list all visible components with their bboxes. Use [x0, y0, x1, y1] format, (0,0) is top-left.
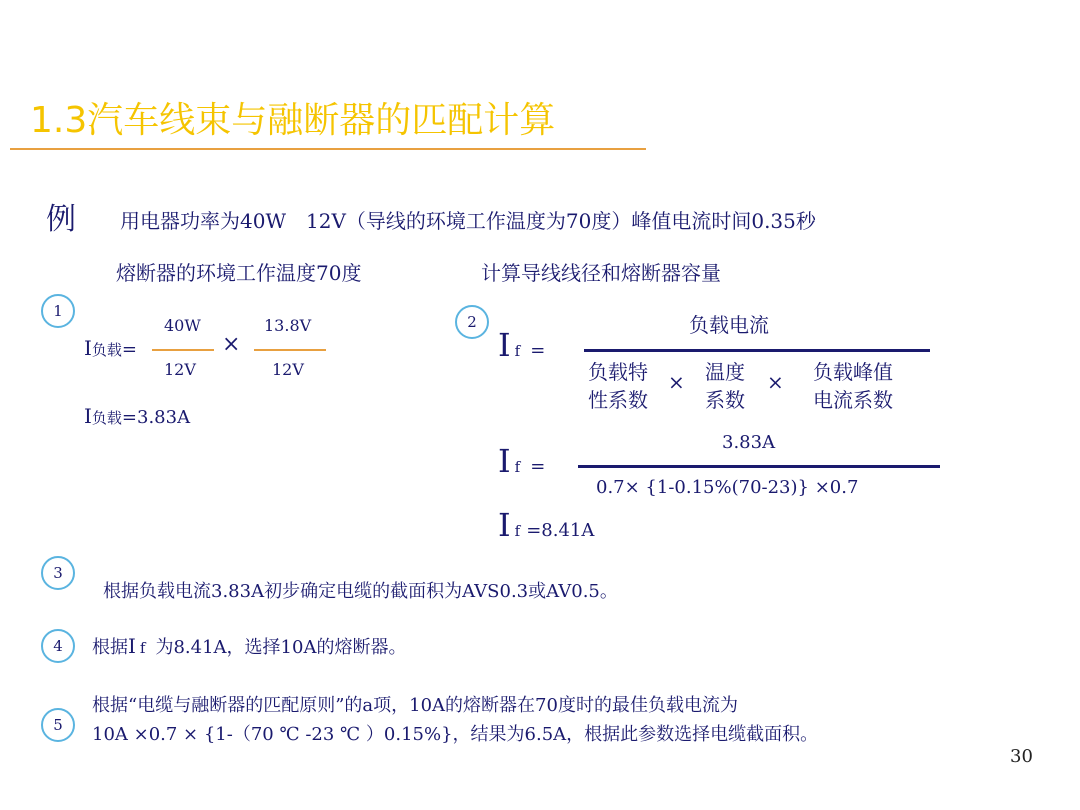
example-label: 例 — [46, 202, 76, 237]
i-subscript: f — [514, 522, 521, 540]
step-1-times: × — [222, 332, 241, 357]
step-3-text: 根据负载电流3.83A初步确定电缆的截面积为AVS0.3或AV0.5。 — [103, 581, 618, 602]
step-1-frac2-numerator: 13.8V — [264, 316, 312, 335]
step-4-text — [92, 633, 406, 659]
step-2-denominator-term-3 — [813, 358, 893, 414]
step-1-frac2-denominator: 12V — [272, 360, 304, 379]
i-symbol: I — [498, 506, 511, 544]
step-1-badge: 1 — [41, 294, 75, 328]
i-symbol: I — [84, 336, 92, 360]
i-symbol: I — [84, 404, 92, 428]
step-4-prefix: 根据 — [92, 637, 128, 658]
step-2-fraction-line-2 — [578, 465, 940, 468]
page-number: 30 — [1010, 746, 1033, 767]
i-subscript: f — [514, 342, 521, 360]
step-1-frac1-numerator: 40W — [164, 316, 201, 335]
example-line-2b: 计算导线线径和熔断器容量 — [481, 261, 721, 285]
step-5-line-1: 根据“电缆与融断器的匹配原则”的a项，10A的熔断器在70度时的最佳负载电流为 — [92, 695, 738, 716]
step-1-frac1-denominator: 12V — [164, 360, 196, 379]
step-2-denominator-2: 0.7× {1-0.15%(70-23)} ×0.7 — [596, 477, 859, 498]
step-5-badge: 5 — [41, 708, 75, 742]
step-2-numerator-2: 3.83A — [722, 432, 776, 453]
page-title: 1.3汽车线束与融断器的匹配计算 — [30, 100, 556, 141]
step-1-result — [84, 404, 190, 428]
step-2-if-symbol-2 — [498, 442, 545, 480]
step-4-badge: 4 — [41, 629, 75, 663]
step-1-load-current-symbol — [84, 336, 137, 360]
term-1-line-2: 性系数 — [588, 388, 648, 412]
term-1-line-1: 负载特 — [588, 360, 648, 384]
step-1-frac2-line — [254, 349, 326, 351]
step-2-result — [498, 506, 594, 544]
result-value: =8.41A — [526, 520, 595, 541]
term-3-line-1: 负载峰值 — [813, 360, 893, 384]
step-3-badge: 3 — [41, 556, 75, 590]
i-subscript: 负载 — [91, 409, 122, 427]
term-2-line-2: 系数 — [705, 388, 745, 412]
i-subscript: 负载 — [91, 341, 122, 359]
step-2-times-1: × — [668, 370, 685, 394]
i-symbol: I — [498, 326, 511, 364]
term-2-line-1: 温度 — [705, 360, 745, 384]
result-value: =3.83A — [121, 407, 191, 428]
step-2-badge: 2 — [455, 305, 489, 339]
step-2-denominator-term-2 — [705, 358, 745, 414]
i-symbol: I — [128, 634, 136, 658]
equals-sign: = — [121, 339, 138, 360]
step-2-denominator-term-1 — [588, 358, 648, 414]
i-subscript: f — [514, 458, 521, 476]
equals-sign: = — [530, 456, 546, 477]
example-line-1: 用电器功率为40W 12V（导线的环境工作温度为70度）峰值电流时间0.35秒 — [120, 209, 816, 233]
equals-sign: = — [530, 340, 546, 361]
step-5-line-2: 10A ×0.7 × {1-（70 ℃ -23 ℃ ）0.15%}，结果为6.5A，根据此参数选择电缆截面积。 — [92, 724, 819, 745]
step-1-frac1-line — [152, 349, 214, 351]
step-2-numerator: 负载电流 — [689, 313, 769, 337]
term-3-line-2: 电流系数 — [813, 388, 893, 412]
i-subscript: f — [139, 639, 146, 657]
step-2-fraction-line — [584, 349, 930, 352]
title-divider — [10, 148, 646, 150]
step-4-suffix: 为8.41A，选择10A的熔断器。 — [155, 637, 407, 658]
step-2-times-2: × — [767, 370, 784, 394]
example-line-2a: 熔断器的环境工作温度70度 — [116, 261, 362, 285]
i-symbol: I — [498, 442, 511, 480]
step-2-if-symbol — [498, 326, 545, 364]
